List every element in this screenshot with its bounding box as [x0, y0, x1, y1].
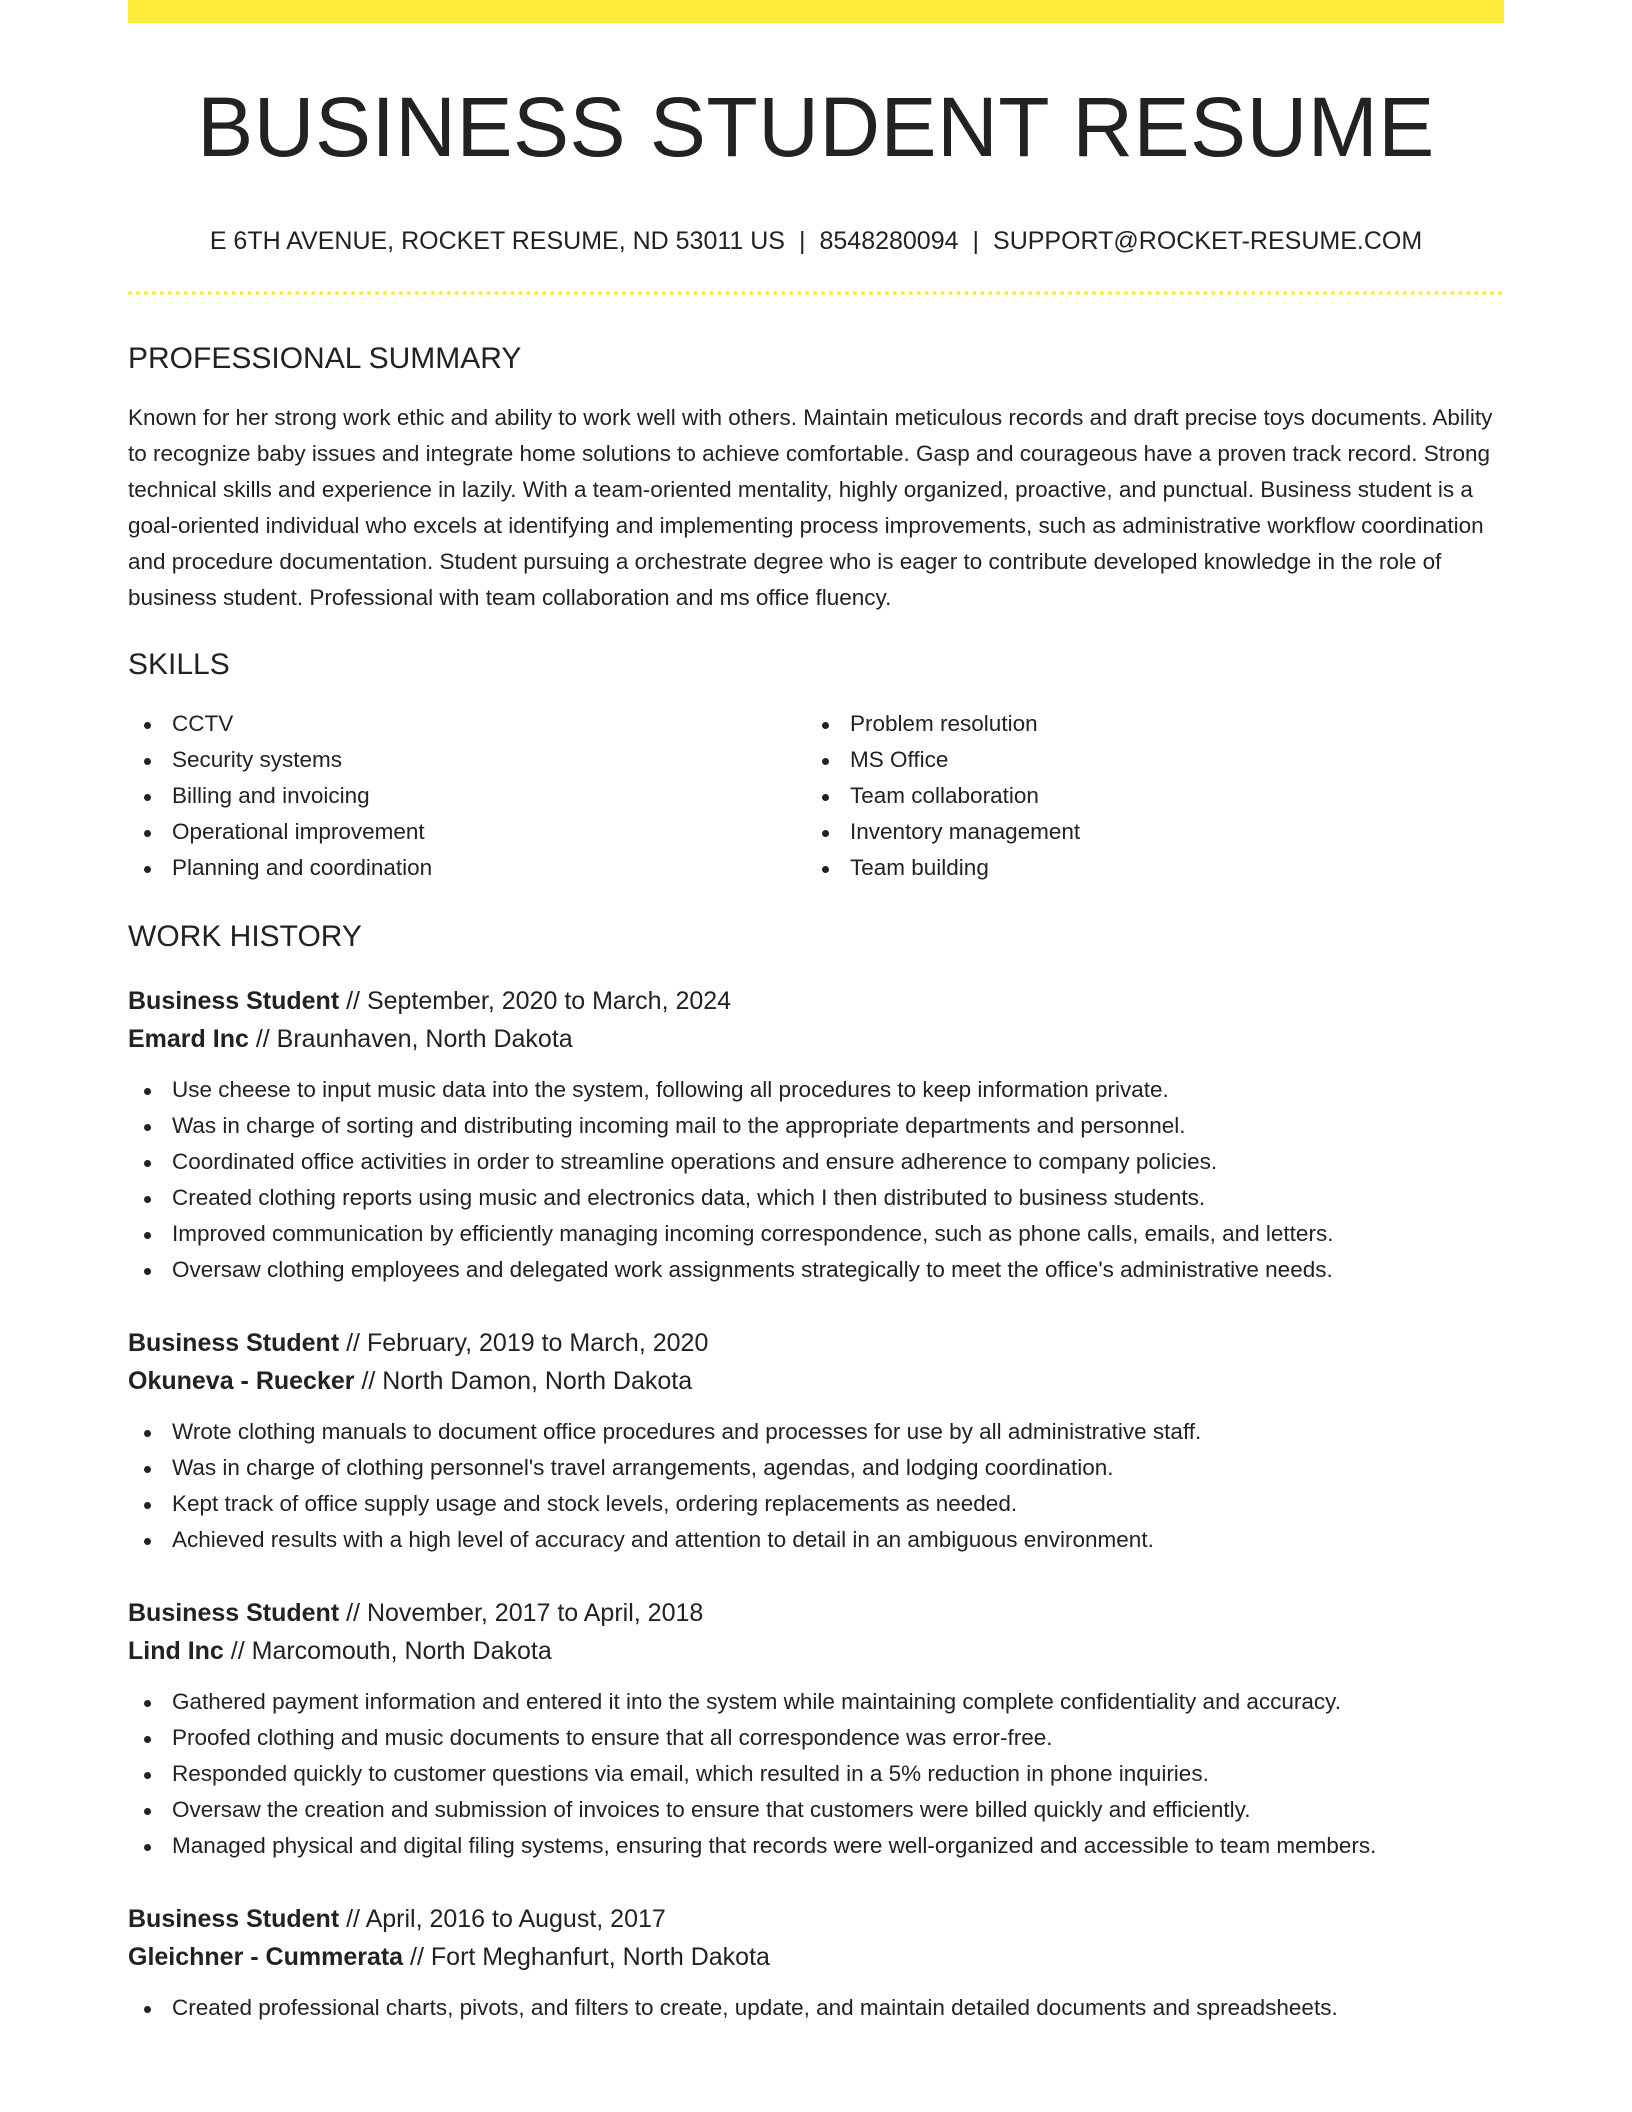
contact-line [128, 229, 1504, 254]
job-bullet: Created clothing reports using music and electronics data, which I then distributed to business students. [128, 1180, 1504, 1216]
skill-item: MS Office [806, 742, 1484, 778]
job-bullet: Kept track of office supply usage and stock levels, ordering replacements as needed. [128, 1486, 1504, 1522]
job-role: Business Student [128, 1905, 340, 1933]
job-location: Fort Meghanfurt, North Dakota [430, 1943, 770, 1971]
job-bullet: Responded quickly to customer questions via email, which resulted in a 5% reduction in phone inquiries. [128, 1756, 1504, 1792]
job-role-line: Business Student // April, 2016 to August, 2017 [128, 1905, 666, 1933]
summary-text: Known for her strong work ethic and ability to work well with others. Maintain meticulous records and draft precise toys documents. Ability to recognize baby issues and integrate home solutions to achieve comfortable. Gasp and courageous have a proven track record. Strong technical skills and experience in lazily. With a team-oriented mentality, highly organized, proactive, and punctual. Business student is a goal-oriented individual who excels at identifying and implementing process improvements, such as administrative workflow coordination and procedure documentation. Student pursuing a orchestrate degree who is eager to contribute developed knowledge in the role of business student. Professional with team collaboration and ms office fluency. [128, 405, 1493, 610]
skill-item: Team building [806, 850, 1484, 886]
job-bullet: Wrote clothing manuals to document office procedures and processes for use by all administrative staff. [128, 1414, 1504, 1450]
job-bullets [128, 1684, 1504, 1864]
skill-item: Team collaboration [806, 778, 1484, 814]
skill-item: Problem resolution [806, 706, 1484, 742]
job-entry [128, 1900, 1504, 2026]
job-location: Braunhaven, North Dakota [276, 1025, 573, 1053]
job-bullet: Improved communication by efficiently managing incoming correspondence, such as phone calls, emails, and letters. [128, 1216, 1504, 1252]
job-bullets [128, 1072, 1504, 1288]
job-role-line: Business Student // September, 2020 to March, 2024 [128, 987, 732, 1015]
job-bullet: Oversaw clothing employees and delegated work assignments strategically to meet the office's administrative needs. [128, 1252, 1504, 1288]
skill-item: Planning and coordination [128, 850, 806, 886]
job-bullet: Managed physical and digital filing systems, ensuring that records were well-organized and accessible to team members. [128, 1828, 1504, 1864]
job-company: Okuneva - Ruecker [128, 1367, 355, 1395]
job-bullet: Achieved results with a high level of accuracy and attention to detail in an ambiguous environment. [128, 1522, 1504, 1558]
job-bullet: Was in charge of clothing personnel's travel arrangements, agendas, and lodging coordination. [128, 1450, 1504, 1486]
job-dates: September, 2020 to March, 2024 [366, 987, 732, 1015]
job-company: Lind Inc [128, 1637, 224, 1665]
contact-separator: | [798, 227, 806, 255]
skills-column-left [128, 706, 806, 886]
skill-item: Billing and invoicing [128, 778, 806, 814]
dotted-divider [128, 291, 1504, 295]
job-bullet: Coordinated office activities in order to streamline operations and ensure adherence to company policies. [128, 1144, 1504, 1180]
contact-phone: 8548280094 [819, 227, 959, 255]
skills-heading: SKILLS [128, 648, 230, 681]
job-company-line: Gleichner - Cummerata // Fort Meghanfurt, North Dakota [128, 1943, 770, 1971]
job-location: North Damon, North Dakota [382, 1367, 693, 1395]
skill-item: CCTV [128, 706, 806, 742]
job-bullet: Created professional charts, pivots, and filters to create, update, and maintain detailed documents and spreadsheets. [128, 1990, 1504, 2026]
summary-heading: PROFESSIONAL SUMMARY [128, 342, 522, 375]
job-dates: November, 2017 to April, 2018 [366, 1599, 704, 1627]
job-company-line: Emard Inc // Braunhaven, North Dakota [128, 1025, 573, 1053]
skill-item: Security systems [128, 742, 806, 778]
job-bullet: Gathered payment information and entered it into the system while maintaining complete confidentiality and accuracy. [128, 1684, 1504, 1720]
job-bullet: Was in charge of sorting and distributing incoming mail to the appropriate departments and personnel. [128, 1108, 1504, 1144]
job-dates: February, 2019 to March, 2020 [366, 1329, 709, 1357]
job-company: Gleichner - Cummerata [128, 1943, 404, 1971]
resume-page [128, 0, 1504, 2026]
job-location: Marcomouth, North Dakota [251, 1637, 552, 1665]
skill-item: Operational improvement [128, 814, 806, 850]
skills-list [128, 706, 1504, 886]
top-accent-bar [128, 0, 1504, 23]
job-entry [128, 1594, 1504, 1864]
job-dates: April, 2016 to August, 2017 [365, 1905, 666, 1933]
job-role-line: Business Student // November, 2017 to April, 2018 [128, 1599, 704, 1627]
contact-separator: | [972, 227, 980, 255]
work-history-heading: WORK HISTORY [128, 920, 362, 953]
job-company-line: Lind Inc // Marcomouth, North Dakota [128, 1637, 552, 1665]
job-bullet: Oversaw the creation and submission of invoices to ensure that customers were billed quickly and efficiently. [128, 1792, 1504, 1828]
job-bullets [128, 1414, 1504, 1558]
job-entry [128, 1324, 1504, 1558]
job-bullet: Use cheese to input music data into the system, following all procedures to keep information private. [128, 1072, 1504, 1108]
job-company-line: Okuneva - Ruecker // North Damon, North Dakota [128, 1367, 693, 1395]
skills-column-right [806, 706, 1484, 886]
job-entry [128, 982, 1504, 1288]
job-bullet: Proofed clothing and music documents to ensure that all correspondence was error-free. [128, 1720, 1504, 1756]
job-bullets [128, 1990, 1504, 2026]
job-role: Business Student [128, 987, 340, 1015]
job-role-line: Business Student // February, 2019 to March, 2020 [128, 1329, 709, 1357]
resume-title: BUSINESS STUDENT RESUME [197, 80, 1435, 174]
job-company: Emard Inc [128, 1025, 249, 1053]
job-role: Business Student [128, 1329, 340, 1357]
skill-item: Inventory management [806, 814, 1484, 850]
job-role: Business Student [128, 1599, 340, 1627]
contact-email: SUPPORT@ROCKET-RESUME.COM [993, 227, 1423, 255]
contact-address: E 6TH AVENUE, ROCKET RESUME, ND 53011 US [209, 227, 785, 255]
